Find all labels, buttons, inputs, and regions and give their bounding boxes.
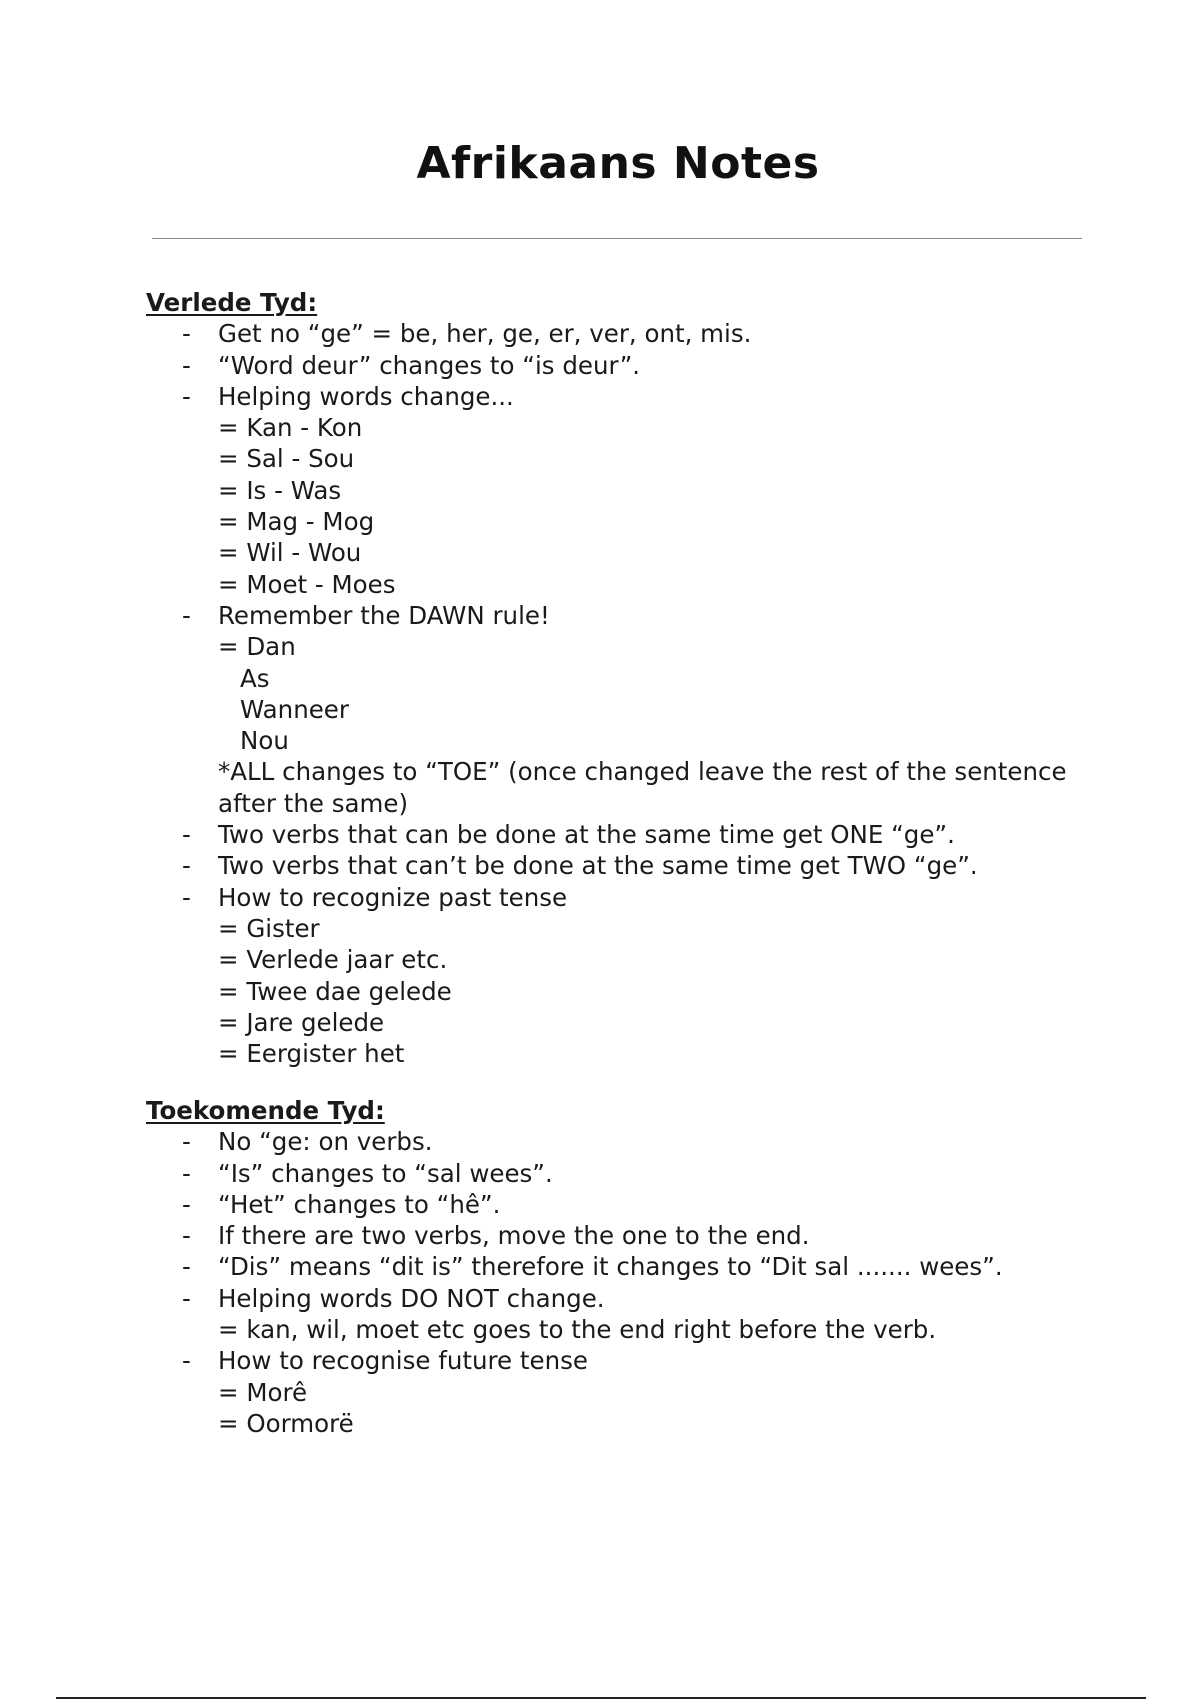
list-item-text: Helping words DO NOT change. [218,1283,605,1313]
bullet-dash: - [182,350,191,380]
list-item-text: If there are two verbs, move the one to the end. [218,1221,810,1251]
list-item [146,1220,1096,1251]
bullet-dash: - [182,1252,191,1282]
list-item-text: No “ge: on verbs. [218,1127,433,1157]
list-item [146,1189,1096,1220]
bullet-dash: - [182,820,191,850]
list-item-text: “Het” changes to “hê”. [218,1189,501,1219]
list-item [146,819,1096,850]
bullet-dash: - [182,1189,191,1219]
list-item-text: How to recognize past tense [218,882,568,912]
bullet-dash: - [182,600,191,630]
section-heading: Verlede Tyd: [146,288,318,317]
list-item-text: Two verbs that can’t be done at the same time get TWO “ge”. [218,851,978,881]
sub-item: = Is - Was [218,475,342,505]
list-item [146,381,1096,412]
section-toekomende-tyd [146,1095,1096,1439]
list-item-text: “Dis” means “dit is” therefore it changes to “Dit sal ....... wees”. [218,1252,1003,1282]
bullet-dash: - [182,1221,191,1251]
title-divider [152,238,1082,239]
list-item [146,318,1096,349]
sub-item: = Wil - Wou [218,538,362,568]
note-text: *ALL changes to “TOE” (once changed leave the rest of the sentence after the same) [218,757,1067,818]
sub-item: = Mag - Mog [218,507,375,537]
sub-item: = Jare gelede [218,1007,385,1037]
footer-divider [56,1697,1146,1699]
sub-item: = Twee dae gelede [218,976,452,1006]
section-heading: Toekomende Tyd: [146,1096,385,1125]
list-item [146,850,1096,881]
list-item-text: Two verbs that can be done at the same time get ONE “ge”. [218,820,955,850]
list-item-text: “Word deur” changes to “is deur”. [218,350,641,380]
bullet-dash: - [182,1127,191,1157]
list-item [146,1345,1096,1376]
sub-item: Wanneer [240,694,349,724]
list-item-text: Helping words change... [218,381,514,411]
sub-item: = kan, wil, moet etc goes to the end right before the verb. [218,1315,937,1345]
sub-item: = Sal - Sou [218,444,355,474]
list-item [146,600,1096,631]
bullet-dash: - [182,851,191,881]
sub-item: = Dan [218,632,296,662]
list-item [146,1283,1096,1314]
section-verlede-tyd [146,287,1096,1069]
bullet-dash: - [182,1346,191,1376]
bullet-dash: - [182,1158,191,1188]
sub-item: = Morê [218,1377,308,1407]
list-item-text: How to recognise future tense [218,1346,588,1376]
list-item [146,1158,1096,1189]
sub-item: As [240,663,270,693]
sub-item: Nou [240,726,289,756]
list-item [146,1126,1096,1157]
sub-item: = Oormorë [218,1408,354,1438]
page-title: Afrikaans Notes [416,138,820,189]
list-item [146,350,1096,381]
sub-item: = Eergister het [218,1039,405,1069]
list-item-text: “Is” changes to “sal wees”. [218,1158,553,1188]
list-item-text: Get no “ge” = be, her, ge, er, ver, ont, mis. [218,319,752,349]
sub-item: = Moet - Moes [218,569,396,599]
list-item [146,1251,1096,1282]
list-item-text: Remember the DAWN rule! [218,600,550,630]
bullet-dash: - [182,1283,191,1313]
sub-item: = Gister [218,913,320,943]
bullet-dash: - [182,319,191,349]
bullet-dash: - [182,381,191,411]
sub-item: = Verlede jaar etc. [218,945,448,975]
list-item [146,882,1096,913]
sub-item: = Kan - Kon [218,413,363,443]
bullet-dash: - [182,882,191,912]
